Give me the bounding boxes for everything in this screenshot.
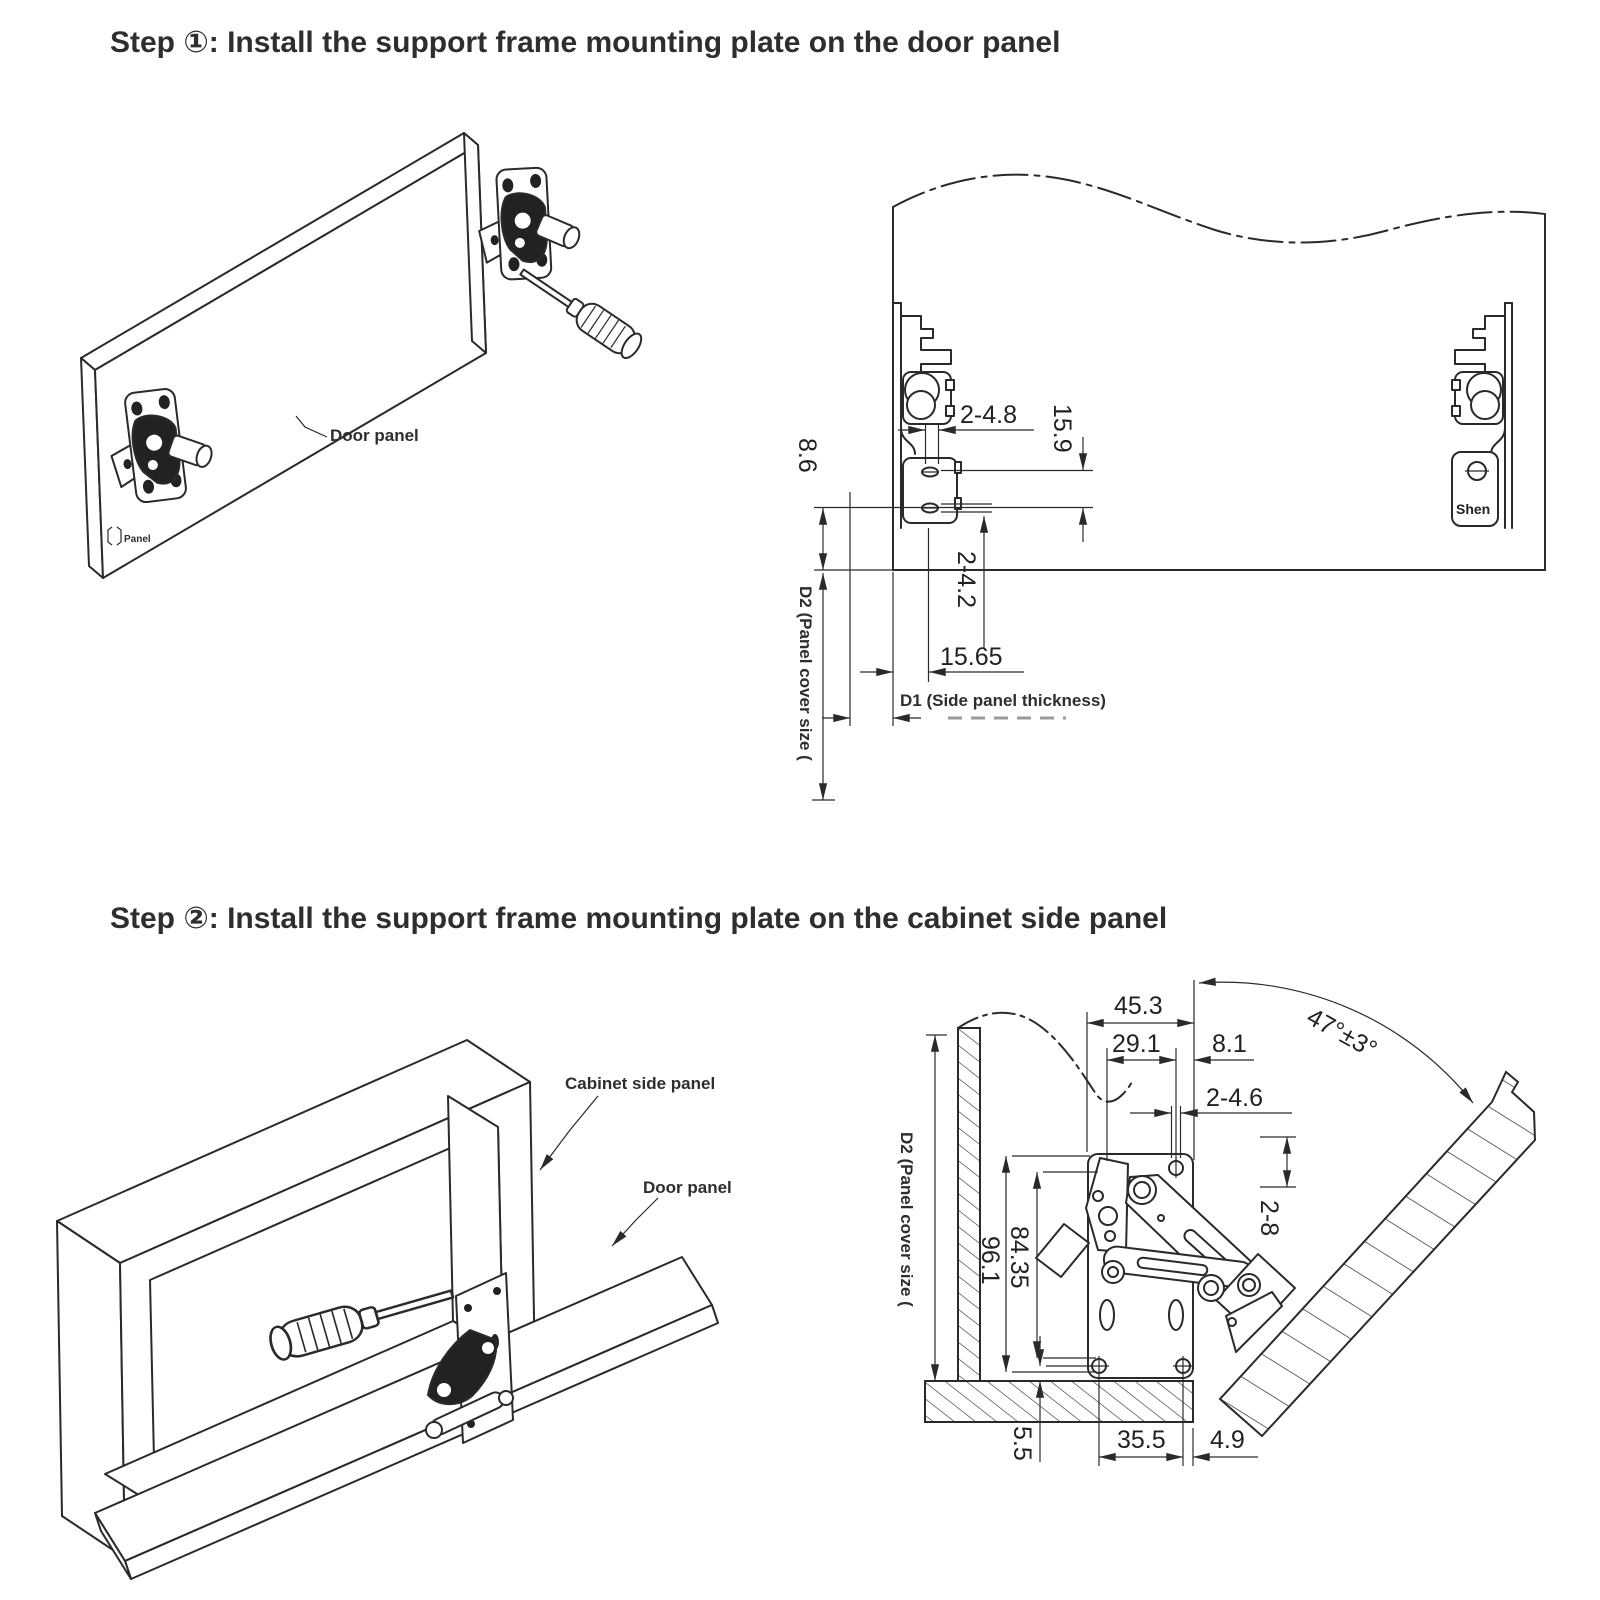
side-panel-section xyxy=(958,1028,980,1381)
d2-label: D2 (Panel cover size ( xyxy=(897,1132,916,1307)
left-hinge-section xyxy=(894,303,961,528)
dim-2-8: 2-8 xyxy=(1255,1200,1283,1237)
dim-96-1: 96.1 xyxy=(976,1236,1004,1285)
dim-84-35: 84.35 xyxy=(1005,1226,1033,1289)
step1-cross-section xyxy=(793,175,1545,800)
cabinet-panel-label: Cabinet side panel xyxy=(565,1074,716,1093)
d2-label: D2 (Panel cover size ( xyxy=(796,586,815,761)
dim-15-65: 15.65 xyxy=(940,643,1003,671)
step2-iso-drawing xyxy=(57,1040,732,1579)
d1-label: D1 (Side panel thickness) xyxy=(900,691,1106,710)
dim-8-6: 8.6 xyxy=(793,438,821,473)
panel-note-label: Panel xyxy=(124,534,151,545)
dim-8-1: 8.1 xyxy=(1212,1030,1247,1058)
panel-break-line xyxy=(958,1013,1132,1102)
door-panel-front-face xyxy=(95,145,486,578)
door-panel-leader xyxy=(612,1198,658,1246)
dim-15-9: 15.9 xyxy=(1048,404,1076,453)
screwdriver xyxy=(514,260,646,363)
bottom-panel-section xyxy=(925,1381,1193,1422)
dim-angle: 47°±3° xyxy=(1302,1002,1382,1064)
dim-35-5: 35.5 xyxy=(1117,1426,1166,1454)
mounting-plate-upper xyxy=(476,166,585,281)
dim-45-3: 45.3 xyxy=(1114,992,1163,1020)
step1-iso-drawing xyxy=(81,133,646,578)
cabinet-panel-leader xyxy=(540,1096,598,1170)
step2-section xyxy=(57,902,1535,1579)
dim-hole-top: 2-4.6 xyxy=(1206,1084,1263,1112)
door-panel-label: Door panel xyxy=(330,426,419,445)
dim-5-5: 5.5 xyxy=(1008,1426,1036,1461)
open-door-face xyxy=(95,1257,712,1561)
brand-label: Shen xyxy=(1456,501,1491,517)
step1-title: Step ①: Install the support frame mounting plate on the door panel xyxy=(110,26,1061,59)
dim-hole-top: 2-4.8 xyxy=(960,401,1017,429)
dim-hole-bottom: 2-4.2 xyxy=(952,551,980,608)
dim-4-9: 4.9 xyxy=(1210,1426,1245,1454)
panel-break-line xyxy=(893,175,1545,243)
door-panel-section xyxy=(1220,1072,1535,1436)
dim-29-1: 29.1 xyxy=(1112,1030,1161,1058)
step1-section xyxy=(81,26,1545,800)
door-panel-label: Door panel xyxy=(643,1178,732,1197)
step2-cross-section xyxy=(897,980,1535,1466)
step2-title: Step ②: Install the support frame mounting plate on the cabinet side panel xyxy=(110,902,1168,935)
right-hinge-section xyxy=(1452,303,1512,528)
